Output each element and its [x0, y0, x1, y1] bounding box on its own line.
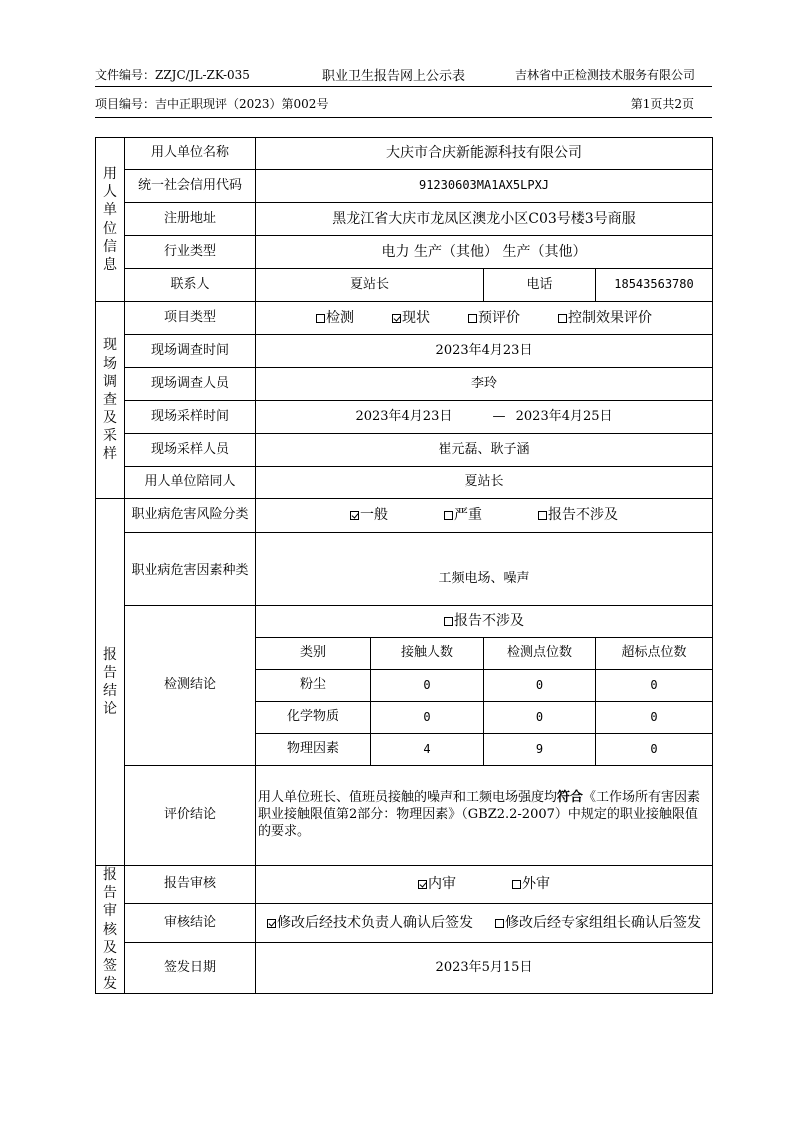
- address-value: 黑龙江省大庆市龙凤区澳龙小区C03号楼3号商服: [256, 203, 713, 236]
- surveyor-label: 现场调查人员: [125, 368, 256, 401]
- sampling-end: 2023年4月25日: [515, 408, 613, 424]
- surveyor-value: 李玲: [256, 368, 713, 401]
- section-survey: 现 场 调 查 及 采 样: [96, 302, 125, 499]
- risk-label: 职业病危害风险分类: [125, 499, 256, 533]
- review-internal[interactable]: 内审: [418, 875, 456, 893]
- project-type-current[interactable]: 现状: [392, 309, 430, 327]
- row-exposed: 0: [371, 670, 484, 702]
- header-divider-2: [95, 117, 712, 118]
- checkbox-icon[interactable]: [558, 314, 567, 323]
- contact-value: 夏站长: [256, 269, 484, 302]
- sampling-time-label: 现场采样时间: [125, 401, 256, 434]
- detection-not-involved[interactable]: 报告不涉及: [256, 606, 713, 638]
- header-exposed-count: 接触人数: [371, 638, 484, 670]
- credit-code-value: 91230603MA1AX5LPXJ: [256, 170, 713, 203]
- credit-code-label: 统一社会信用代码: [125, 170, 256, 203]
- project-number: 项目编号：吉中正职现评（2023）第002号: [95, 97, 329, 111]
- eval-label: 评价结论: [125, 766, 256, 866]
- checkbox-icon[interactable]: [444, 617, 453, 626]
- sampler-value: 崔元磊、耿子涵: [256, 434, 713, 467]
- contact-label: 联系人: [125, 269, 256, 302]
- project-type-options: [256, 302, 713, 335]
- doc-number: 文件编号：ZZJC/JL-ZK-035: [95, 68, 250, 82]
- row-exposed: 0: [371, 702, 484, 734]
- factor-label: 职业病危害因素种类: [125, 533, 256, 606]
- row-category: 物理因素: [256, 734, 371, 766]
- sampler-label: 现场采样人员: [125, 434, 256, 467]
- row-category: 粉尘: [256, 670, 371, 702]
- checkbox-icon[interactable]: [267, 919, 276, 928]
- section-review: 报 告 审 核 及 签 发: [96, 866, 125, 994]
- checkbox-icon[interactable]: [418, 880, 427, 889]
- industry-label: 行业类型: [125, 236, 256, 269]
- row-exceeding: 0: [596, 702, 713, 734]
- row-points: 9: [484, 734, 596, 766]
- employer-name-value: 大庆市合庆新能源科技有限公司: [256, 138, 713, 170]
- header-point-count: 检测点位数: [484, 638, 596, 670]
- row-category: 化学物质: [256, 702, 371, 734]
- checkbox-icon[interactable]: [392, 314, 401, 323]
- page-info: 第1页共2页: [630, 97, 694, 111]
- factor-value: 工频电场、噪声: [256, 533, 713, 606]
- checkbox-icon[interactable]: [538, 511, 547, 520]
- phone-label: 电话: [484, 269, 596, 302]
- address-label: 注册地址: [125, 203, 256, 236]
- eval-text: 用人单位班长、值班员接触的噪声和工频电场强度均符合《工作场所有害因素职业接触限值第2部分：物理因素》（GBZ2.2-2007）中规定的职业接触限值的要求。: [256, 766, 713, 866]
- date-value: 2023年5月15日: [256, 943, 713, 994]
- date-label: 签发日期: [125, 943, 256, 994]
- survey-time-label: 现场调查时间: [125, 335, 256, 368]
- result-tech-lead[interactable]: 修改后经技术负责人确认后签发: [267, 914, 473, 932]
- review-options: [256, 866, 713, 904]
- doc-title: 职业卫生报告网上公示表: [322, 69, 466, 84]
- project-type-inspection[interactable]: 检测: [316, 309, 354, 327]
- survey-time-value: 2023年4月23日: [256, 335, 713, 368]
- risk-not-involved[interactable]: 报告不涉及: [538, 506, 618, 524]
- section-conclusion: 报 告 结 论: [96, 499, 125, 866]
- industry-value: 电力 生产（其他） 生产（其他）: [256, 236, 713, 269]
- section-employer: 用 人 单 位 信 息: [96, 138, 125, 302]
- detection-label: 检测结论: [125, 606, 256, 766]
- company-name: 吉林省中正检测技术服务有限公司: [514, 68, 695, 82]
- header-exceeding-count: 超标点位数: [596, 638, 713, 670]
- result-label: 审核结论: [125, 903, 256, 943]
- sampling-time-value: [256, 401, 713, 434]
- result-expert-lead[interactable]: 修改后经专家组组长确认后签发: [495, 914, 701, 932]
- employer-name-label: 用人单位名称: [125, 138, 256, 170]
- row-points: 0: [484, 670, 596, 702]
- risk-options: [256, 499, 713, 533]
- review-label: 报告审核: [125, 866, 256, 904]
- row-exceeding: 0: [596, 670, 713, 702]
- checkbox-icon[interactable]: [512, 880, 521, 889]
- risk-general[interactable]: 一般: [350, 506, 388, 524]
- sampling-start: 2023年4月23日: [355, 408, 453, 424]
- row-exceeding: 0: [596, 734, 713, 766]
- project-type-label: 项目类型: [125, 302, 256, 335]
- result-options: [256, 903, 713, 943]
- checkbox-icon[interactable]: [444, 511, 453, 520]
- row-points: 0: [484, 702, 596, 734]
- sampling-dash: —: [492, 408, 506, 424]
- project-type-control-evaluation[interactable]: 控制效果评价: [558, 309, 652, 327]
- escort-value: 夏站长: [256, 467, 713, 499]
- checkbox-icon[interactable]: [350, 511, 359, 520]
- checkbox-icon[interactable]: [316, 314, 325, 323]
- disclosure-table: [95, 137, 713, 994]
- row-exposed: 4: [371, 734, 484, 766]
- checkbox-icon[interactable]: [495, 919, 504, 928]
- project-type-pre-evaluation[interactable]: 预评价: [468, 309, 520, 327]
- review-external[interactable]: 外审: [512, 875, 550, 893]
- escort-label: 用人单位陪同人: [125, 467, 256, 499]
- risk-severe[interactable]: 严重: [444, 506, 482, 524]
- header-divider: [95, 86, 712, 87]
- phone-value: 18543563780: [596, 269, 713, 302]
- checkbox-icon[interactable]: [468, 314, 477, 323]
- header-category: 类别: [256, 638, 371, 670]
